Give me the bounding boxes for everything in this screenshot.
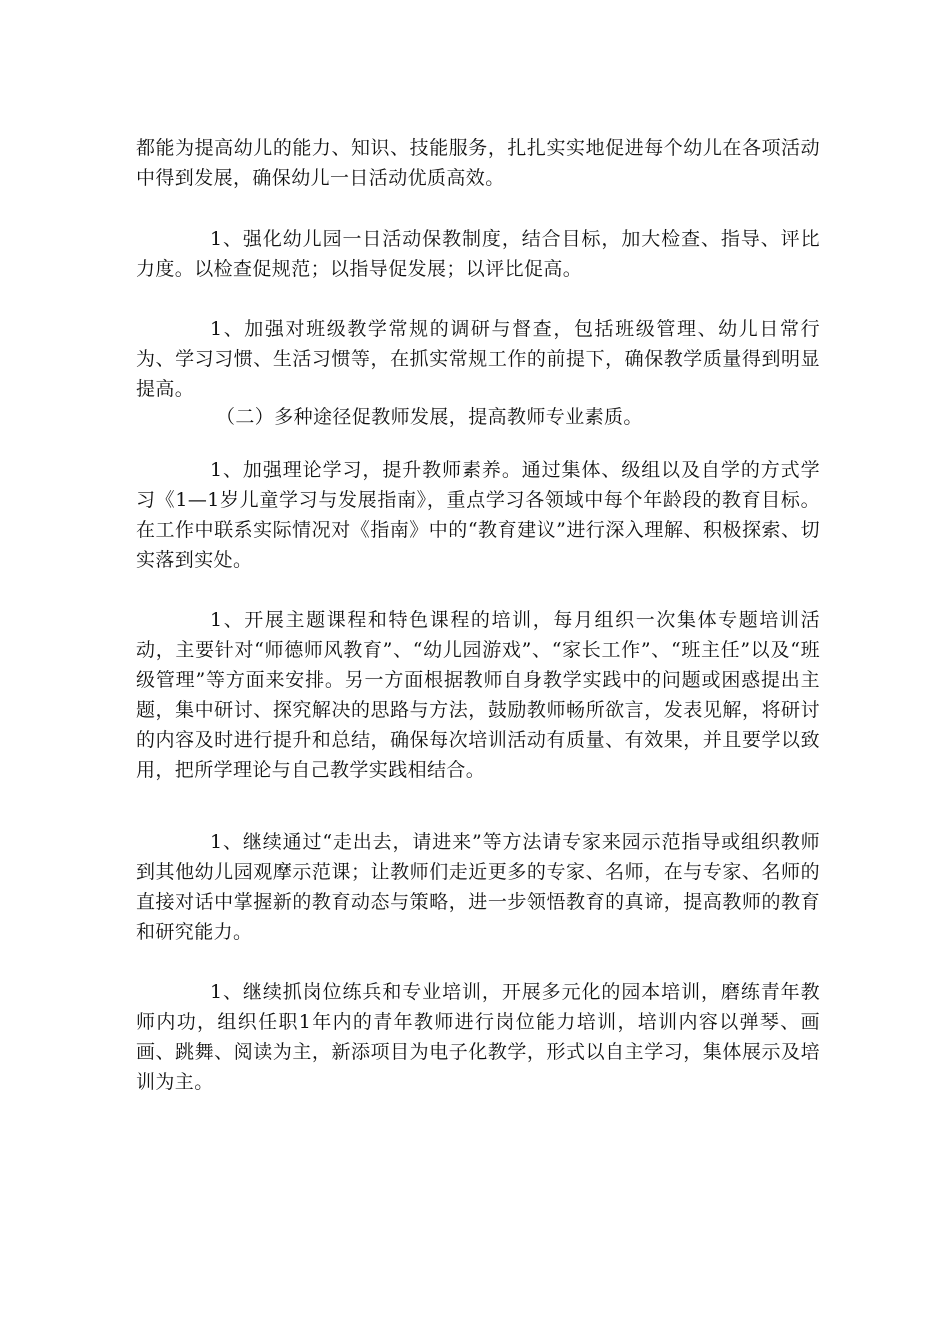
section-heading-teacher-development: （二）多种途径促教师发展，提高教师专业素质。 [216,406,643,428]
paragraph-class-routine-inspection: 1、加强对班级教学常规的调研与督查，包括班级管理、幼儿日常行为、学习习惯、生活习惯等，在抓实常规工作的前提下，确保教学质量得到明显提高。 [136,318,820,400]
paragraph-course-training: 1、开展主题课程和特色课程的培训，每月组织一次集体专题培训活动，主要针对“师德师风教育”、“幼儿园游戏”、“家长工作”、“班主任”以及“班级管理”等方面来安排。另一方面根据教师自身教学实践中的问题或困惑提出主题，集中研讨、探究解决的思路与方法，鼓励教师畅所欲言，发表见解，将研讨的内容及时进行提升和总结，确保每次培训活动有质量、有效果，并且要学以致用，把所学理论与自己教学实践相结合。 [136,609,820,781]
paragraph-job-training: 1、继续抓岗位练兵和专业培训，开展多元化的园本培训，磨练青年教师内功，组织任职1年内的青年教师进行岗位能力培训，培训内容以弹琴、画画、跳舞、阅读为主，新添项目为电子化教学，形式以自主学习，集体展示及培训为主。 [136,981,820,1093]
paragraph-theory-study: 1、加强理论学习，提升教师素养。通过集体、级组以及自学的方式学习《1—1岁儿童学习与发展指南》，重点学习各领域中每个年龄段的教育目标。在工作中联系实际情况对《指南》中的“教育建议”进行深入理解、积极探索、切实落到实处。 [136,459,820,571]
paragraph-continuation: 都能为提高幼儿的能力、知识、技能服务，扎扎实实地促进每个幼儿在各项活动中得到发展，确保幼儿一日活动优质高效。 [136,137,820,189]
paragraph-daily-activity-system: 1、强化幼儿园一日活动保教制度，结合目标，加大检查、指导、评比力度。以检查促规范；以指导促发展；以评比促高。 [136,228,820,280]
paragraph-expert-guidance: 1、继续通过“走出去，请进来”等方法请专家来园示范指导或组织教师到其他幼儿园观摩示范课；让教师们走近更多的专家、名师，在与专家、名师的直接对话中掌握新的教育动态与策略，进一步领悟教育的真谛，提高教师的教育和研究能力。 [136,831,820,943]
